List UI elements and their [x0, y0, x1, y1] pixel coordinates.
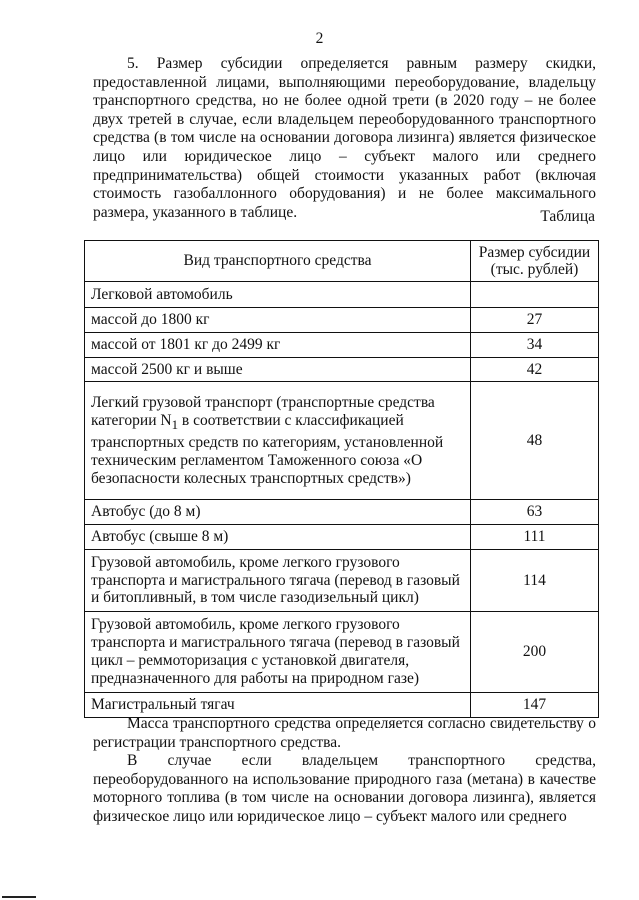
header-subsidy-amount: Размер субсидии (тыс. рублей): [471, 241, 599, 282]
row-value: 34: [471, 332, 599, 357]
category-subscript: 1: [171, 417, 179, 433]
table-row: [85, 525, 599, 550]
row-name: Магистральный тягач: [85, 692, 471, 717]
row-value: 147: [471, 692, 599, 717]
table-row: [85, 357, 599, 382]
row-value: 200: [471, 611, 599, 692]
table-row: [85, 500, 599, 525]
row-name: массой 2500 кг и выше: [85, 357, 471, 382]
paragraph-owner-case: В случае если владельцем транспортного средства, переоборудованного на использование природного газа (метана) в качестве моторного топлива (в том числе на основании договора лизинга), является физическое лицо или юридическое лицо – субъект малого или среднего: [93, 752, 596, 825]
paragraph-vehicle-mass: Масса транспортного средства определяется согласно свидетельству о регистрации транспортного средства.: [93, 715, 596, 751]
footer-rule: [2, 896, 36, 898]
table-row: [85, 332, 599, 357]
row-value: 63: [471, 500, 599, 525]
page-number: 2: [315, 30, 324, 47]
row-value: 111: [471, 525, 599, 550]
row-name: [85, 382, 471, 500]
row-name: Грузовой автомобиль, кроме легкого грузового транспорта и магистрального тягача (перевод в газовый и битопливный, в том числе газодизельный цикл): [85, 549, 471, 611]
table-row: [85, 692, 599, 717]
table-row: [85, 308, 599, 333]
row-value: 114: [471, 549, 599, 611]
row-name-part: Легкий грузовой транспорт (транспортные средства категории N: [91, 394, 435, 430]
row-name: Автобус (свыше 8 м): [85, 525, 471, 550]
row-value: 48: [471, 382, 599, 500]
header-vehicle-type: Вид транспортного средства: [85, 241, 471, 282]
row-name: массой до 1800 кг: [85, 308, 471, 333]
row-value: 27: [471, 308, 599, 333]
table-row: [85, 611, 599, 692]
row-name: массой от 1801 кг до 2499 кг: [85, 332, 471, 357]
table-row: [85, 382, 599, 500]
table-header-row: [85, 241, 599, 282]
row-name-part: в соответствии с классификацией транспортных средств по категориям, установленной техническим регламентом Таможенного союза «О безопасности колесных транспортных средств»): [91, 412, 444, 487]
table-row: [85, 282, 599, 308]
table-row: [85, 549, 599, 611]
paragraph-subsidy-size: 5. Размер субсидии определяется равным размеру скидки, предоставленной лицами, выполняющими переоборудование, владельцу транспортного средства, но не более одной трети (в 2020 году – не более двух третей в случае, если владельцем переоборудованного транспортного средства (в том числе на основании договора лизинга) является физическое лицо или юридическое лицо – субъект малого или среднего предпринимательства) общей стоимости указанных работ (включая стоимость газобаллонного оборудования) и не более максимального размера, указанного в таблице.: [93, 55, 596, 221]
row-name: Автобус (до 8 м): [85, 500, 471, 525]
subsidy-table: [84, 240, 599, 718]
row-value: 42: [471, 357, 599, 382]
row-name: Легковой автомобиль: [85, 282, 471, 308]
row-name: Грузовой автомобиль, кроме легкого грузового транспорта и магистрального тягача (перевод в газовый цикл – реммоторизация с установкой двигателя, предназначенного для работы на природном газе): [85, 611, 471, 692]
row-value: [471, 282, 599, 308]
table-label: Таблица: [540, 208, 595, 225]
